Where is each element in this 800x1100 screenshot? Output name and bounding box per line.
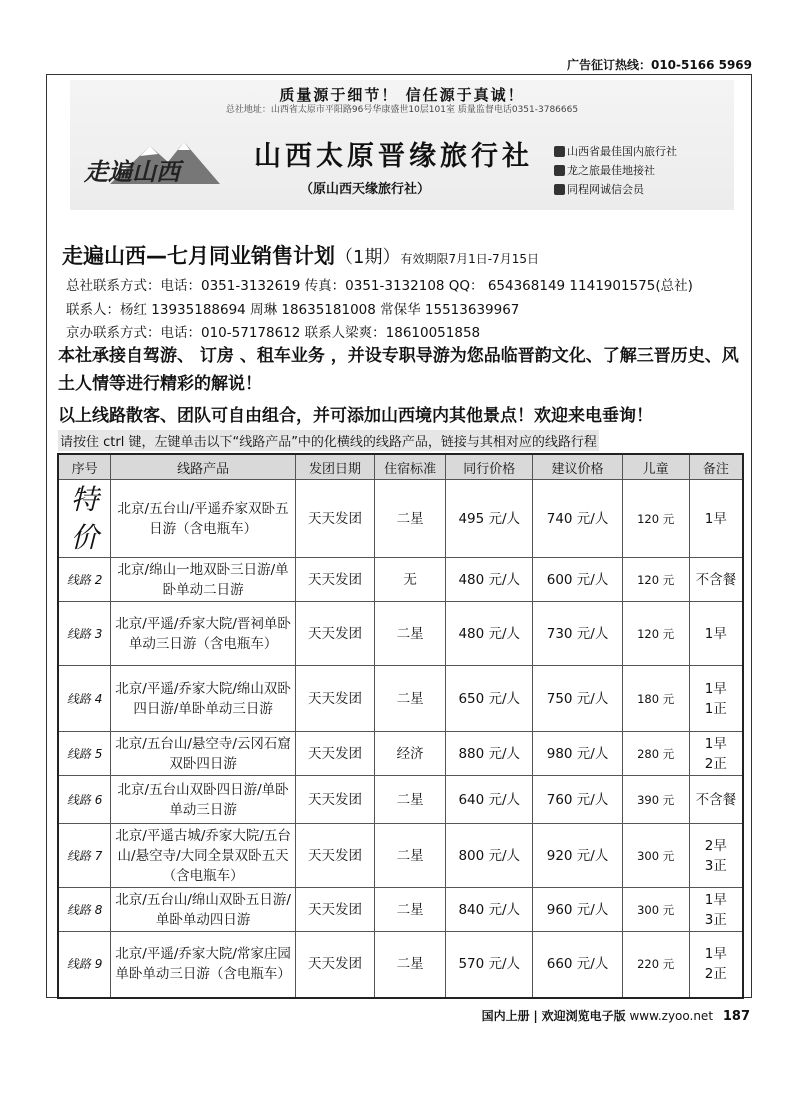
cell-child: 120 元 bbox=[622, 602, 689, 666]
cell-note: 1早 bbox=[689, 602, 743, 666]
cell-route[interactable]: 北京/五台山双卧四日游/单卧单动三日游 bbox=[111, 776, 296, 824]
cell-note: 1早 2正 bbox=[689, 732, 743, 776]
cell-stay: 二星 bbox=[375, 932, 446, 998]
cell-route[interactable]: 北京/平遥古城/乔家大院/五台山/悬空寺/大同全景双卧五天（含电瓶车） bbox=[111, 824, 296, 888]
col-header: 备注 bbox=[689, 454, 743, 480]
cell-stay: 经济 bbox=[375, 732, 446, 776]
cell-retail: 750 元/人 bbox=[533, 666, 622, 732]
cell-child: 280 元 bbox=[622, 732, 689, 776]
cell-date: 天天发团 bbox=[295, 558, 374, 602]
table-row bbox=[58, 480, 743, 558]
cell-peer: 880 元/人 bbox=[446, 732, 533, 776]
cell-stay: 二星 bbox=[375, 666, 446, 732]
cell-peer: 840 元/人 bbox=[446, 888, 533, 932]
table-row bbox=[58, 824, 743, 888]
cell-idx: 特价 bbox=[58, 480, 111, 558]
website-link[interactable]: www.zyoo.net bbox=[629, 1009, 714, 1023]
cell-peer: 800 元/人 bbox=[446, 824, 533, 888]
cell-idx: 线路 3 bbox=[58, 602, 111, 666]
cell-idx: 线路 9 bbox=[58, 932, 111, 998]
table-row bbox=[58, 888, 743, 932]
route-table bbox=[57, 453, 744, 999]
cell-peer: 480 元/人 bbox=[446, 602, 533, 666]
cell-route[interactable]: 北京/平遥/乔家大院/晋祠单卧单动三日游（含电瓶车） bbox=[111, 602, 296, 666]
cell-route[interactable]: 北京/绵山一地双卧三日游/单卧单动二日游 bbox=[111, 558, 296, 602]
cell-stay: 无 bbox=[375, 558, 446, 602]
col-header: 序号 bbox=[58, 454, 111, 480]
combo-text: 以上线路散客、团队可自由组合，并可添加山西境内其他景点！欢迎来电垂询！ bbox=[58, 406, 653, 426]
cell-retail: 980 元/人 bbox=[533, 732, 622, 776]
agency-banner bbox=[70, 80, 734, 210]
tag-item: 同程网诚信会员 bbox=[554, 180, 677, 199]
tag-item: 山西省最佳国内旅行社 bbox=[554, 142, 677, 161]
table-header-row bbox=[58, 454, 743, 480]
cell-idx: 线路 2 bbox=[58, 558, 111, 602]
cell-stay: 二星 bbox=[375, 602, 446, 666]
ad-hotline: 广告征订热线：010-5166 5969 bbox=[566, 58, 752, 72]
cell-retail: 960 元/人 bbox=[533, 888, 622, 932]
col-header: 同行价格 bbox=[446, 454, 533, 480]
cell-stay: 二星 bbox=[375, 776, 446, 824]
cell-route[interactable]: 北京/五台山/绵山双卧五日游/单卧单动四日游 bbox=[111, 888, 296, 932]
tag-item: 龙之旅最佳地接社 bbox=[554, 161, 677, 180]
cell-child: 120 元 bbox=[622, 480, 689, 558]
table-row bbox=[58, 932, 743, 998]
link-hint: 请按住 ctrl 键，左键单击以下“线路产品”中的化横线的线路产品，链接与其相对应的线路行程 bbox=[58, 430, 599, 451]
col-header: 建议价格 bbox=[533, 454, 622, 480]
agency-name: 山西太原晋缘旅行社 bbox=[254, 141, 533, 172]
table-row bbox=[58, 732, 743, 776]
cell-retail: 730 元/人 bbox=[533, 602, 622, 666]
col-header: 住宿标准 bbox=[375, 454, 446, 480]
cell-idx: 线路 8 bbox=[58, 888, 111, 932]
cell-retail: 660 元/人 bbox=[533, 932, 622, 998]
col-header: 线路产品 bbox=[111, 454, 296, 480]
cell-peer: 480 元/人 bbox=[446, 558, 533, 602]
cell-note: 1早 bbox=[689, 480, 743, 558]
cell-stay: 二星 bbox=[375, 888, 446, 932]
cell-retail: 600 元/人 bbox=[533, 558, 622, 602]
cell-date: 天天发团 bbox=[295, 480, 374, 558]
cell-date: 天天发团 bbox=[295, 824, 374, 888]
logo-calligraphy: 走遍山西 bbox=[84, 157, 180, 186]
cell-child: 300 元 bbox=[622, 888, 689, 932]
slogan: 质量源于细节！ 信任源于真诚！ bbox=[279, 86, 525, 104]
contact-line: 总社联系方式：电话：0351-3132619 传真：0351-3132108 QQ： 654368149 1141901575(总社) bbox=[66, 278, 693, 294]
cell-idx: 线路 7 bbox=[58, 824, 111, 888]
cell-note: 1早 1正 bbox=[689, 666, 743, 732]
cell-child: 120 元 bbox=[622, 558, 689, 602]
cell-peer: 570 元/人 bbox=[446, 932, 533, 998]
cell-route[interactable]: 北京/五台山/悬空寺/云冈石窟双卧四日游 bbox=[111, 732, 296, 776]
cell-child: 180 元 bbox=[622, 666, 689, 732]
col-header: 发团日期 bbox=[295, 454, 374, 480]
cell-retail: 760 元/人 bbox=[533, 776, 622, 824]
cell-date: 天天发团 bbox=[295, 776, 374, 824]
cell-child: 220 元 bbox=[622, 932, 689, 998]
contact-line: 联系人：杨红 13935188694 周琳 18635181008 常保华 15513639967 bbox=[66, 302, 520, 318]
page-footer: 国内上册 | 欢迎浏览电子版 www.zyoo.net 187 bbox=[481, 1009, 750, 1024]
cell-date: 天天发团 bbox=[295, 932, 374, 998]
cell-note: 不含餐 bbox=[689, 776, 743, 824]
mountain-logo-icon bbox=[80, 136, 250, 192]
col-header: 儿童 bbox=[622, 454, 689, 480]
cell-retail: 740 元/人 bbox=[533, 480, 622, 558]
intro-text: 本社承接自驾游、 订房 、租车业务 ，并设专职导游为您品临晋韵文化、了解三晋历史、风土人情等进行精彩的解说！ bbox=[58, 346, 739, 394]
cell-route[interactable]: 北京/平遥/乔家大院/常家庄园单卧单动三日游（含电瓶车） bbox=[111, 932, 296, 998]
cell-note: 1早 3正 bbox=[689, 888, 743, 932]
cell-route[interactable]: 北京/平遥/乔家大院/绵山双卧四日游/单卧单动三日游 bbox=[111, 666, 296, 732]
cell-peer: 495 元/人 bbox=[446, 480, 533, 558]
agency-former-name: （原山西天缘旅行社） bbox=[300, 182, 431, 197]
validity-period: 有效期限7月1日-7月15日 bbox=[400, 252, 539, 266]
cell-route[interactable]: 北京/五台山/平遥乔家双卧五日游（含电瓶车） bbox=[111, 480, 296, 558]
cell-stay: 二星 bbox=[375, 824, 446, 888]
agency-address: 总社地址：山西省太原市平阳路96号华康盛世10层101室 质量监督电话0351-3786665 bbox=[225, 105, 579, 115]
page-title: 走遍山西—七月同业销售计划（1期）有效期限7月1日-7月15日 bbox=[62, 244, 539, 268]
cell-idx: 线路 4 bbox=[58, 666, 111, 732]
cell-peer: 650 元/人 bbox=[446, 666, 533, 732]
cell-child: 300 元 bbox=[622, 824, 689, 888]
crown-icon bbox=[554, 146, 565, 157]
cell-date: 天天发团 bbox=[295, 732, 374, 776]
table-row bbox=[58, 602, 743, 666]
cell-retail: 920 元/人 bbox=[533, 824, 622, 888]
cell-note: 2早 3正 bbox=[689, 824, 743, 888]
cell-peer: 640 元/人 bbox=[446, 776, 533, 824]
cell-child: 390 元 bbox=[622, 776, 689, 824]
crown-icon bbox=[554, 165, 565, 176]
page-number: 187 bbox=[722, 1009, 750, 1024]
cell-date: 天天发团 bbox=[295, 666, 374, 732]
cell-idx: 线路 5 bbox=[58, 732, 111, 776]
cell-note: 1早 2正 bbox=[689, 932, 743, 998]
crown-icon bbox=[554, 184, 565, 195]
table-row bbox=[58, 666, 743, 732]
cell-date: 天天发团 bbox=[295, 888, 374, 932]
table-row bbox=[58, 776, 743, 824]
cell-date: 天天发团 bbox=[295, 602, 374, 666]
cell-stay: 二星 bbox=[375, 480, 446, 558]
table-row bbox=[58, 558, 743, 602]
cell-idx: 线路 6 bbox=[58, 776, 111, 824]
agency-tags bbox=[554, 142, 677, 199]
cell-note: 不含餐 bbox=[689, 558, 743, 602]
contact-line: 京办联系方式：电话：010-57178612 联系人梁爽：18610051858 bbox=[66, 325, 481, 341]
